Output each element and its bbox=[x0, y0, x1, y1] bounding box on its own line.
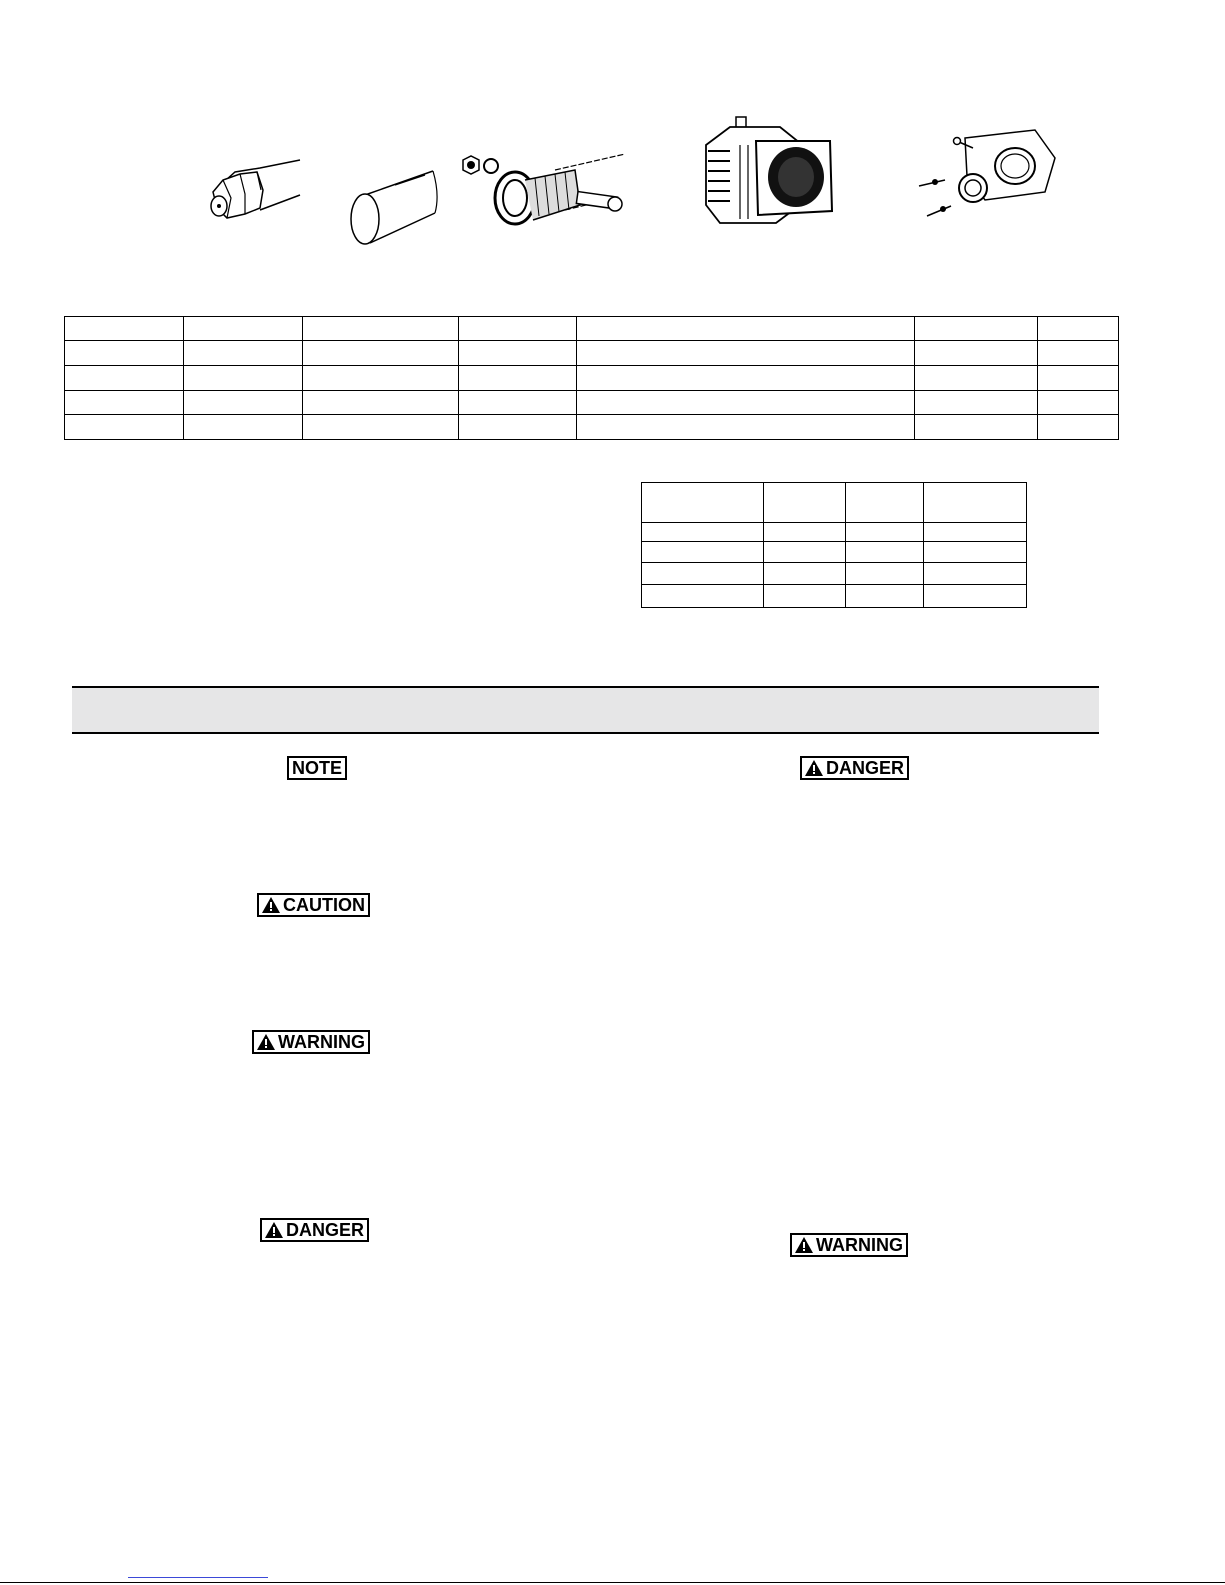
danger-label-text: DANGER bbox=[286, 1220, 365, 1240]
table-row bbox=[65, 341, 1119, 366]
table-row bbox=[65, 391, 1119, 415]
warning-triangle-icon bbox=[795, 1237, 813, 1253]
section-header-bar bbox=[72, 686, 1099, 734]
parts-table bbox=[64, 316, 1119, 440]
splined-shaft-coupler-icon bbox=[205, 150, 305, 230]
footer-link-underline[interactable] bbox=[128, 1577, 268, 1578]
warning-label-right bbox=[790, 1233, 908, 1257]
table-row bbox=[642, 523, 1027, 542]
danger-label-right-text: DANGER bbox=[826, 758, 905, 778]
keyed-shaft-icon bbox=[345, 165, 440, 245]
table-row bbox=[642, 483, 1027, 523]
warning-triangle-icon bbox=[805, 760, 823, 776]
clamp-collar-assembly-icon bbox=[455, 150, 630, 235]
caution-label bbox=[257, 893, 370, 917]
note-label-text: NOTE bbox=[292, 758, 343, 778]
specs-table bbox=[641, 482, 1027, 608]
mounting-flange-icon bbox=[915, 128, 1060, 228]
table-row bbox=[642, 585, 1027, 608]
warning-label-text: WARNING bbox=[278, 1032, 365, 1052]
danger-label-right bbox=[800, 756, 909, 780]
footer-rule bbox=[0, 1582, 1225, 1583]
table-row bbox=[65, 366, 1119, 391]
note-label bbox=[287, 756, 347, 780]
warning-label bbox=[252, 1030, 370, 1054]
table-row bbox=[65, 317, 1119, 341]
warning-triangle-icon bbox=[257, 1034, 275, 1050]
caution-label-text: CAUTION bbox=[283, 895, 365, 915]
warning-triangle-icon bbox=[262, 897, 280, 913]
warning-triangle-icon bbox=[265, 1222, 283, 1238]
table-row bbox=[642, 542, 1027, 563]
danger-label bbox=[260, 1218, 369, 1242]
table-row bbox=[642, 563, 1027, 585]
warning-label-right-text: WARNING bbox=[816, 1235, 903, 1255]
pump-unit-icon bbox=[700, 115, 840, 230]
table-row bbox=[65, 415, 1119, 440]
